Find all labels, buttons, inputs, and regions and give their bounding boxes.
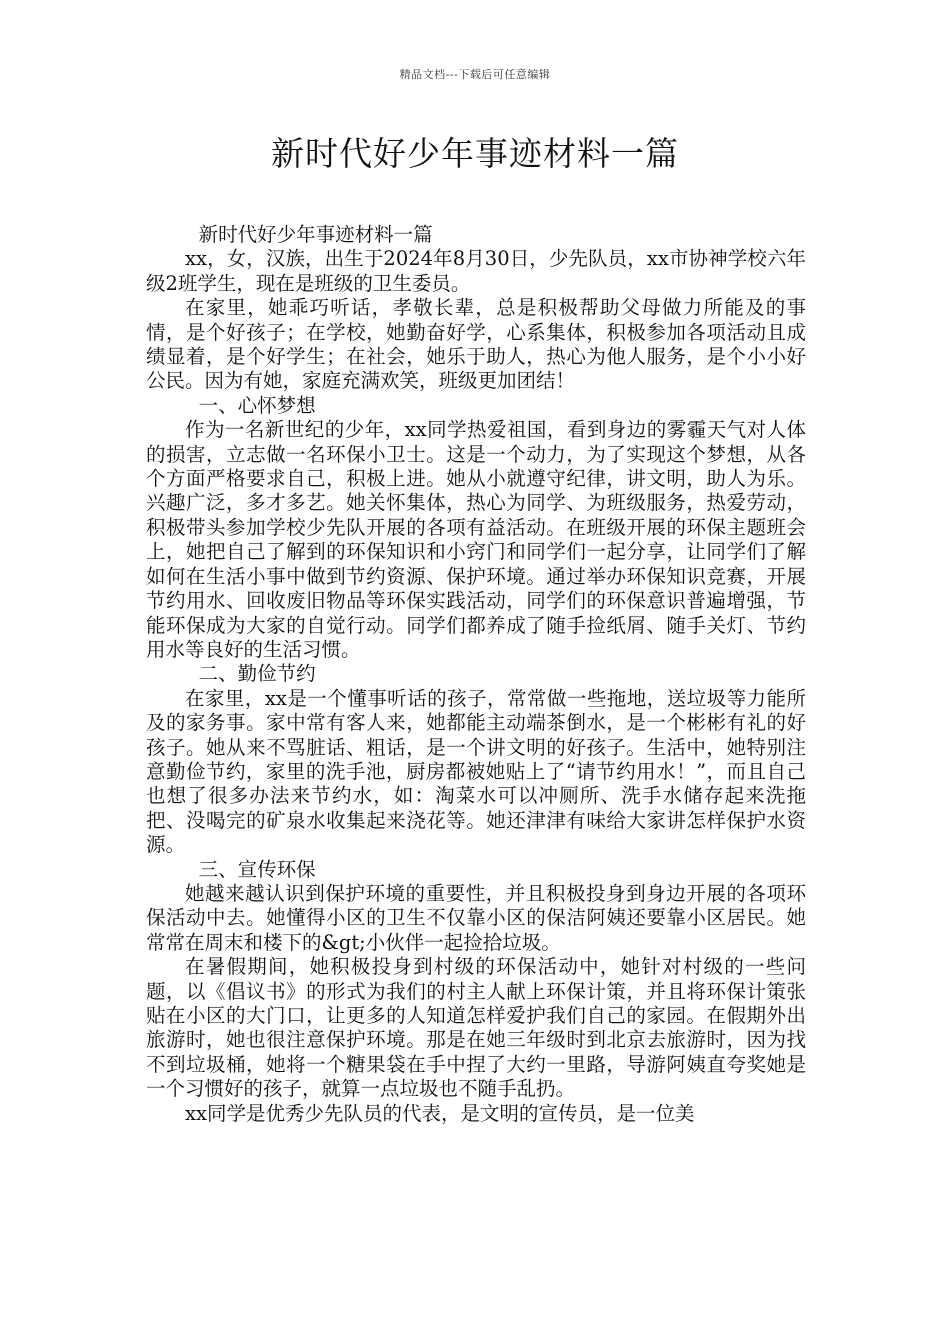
paragraph-environment-1: 她越来越认识到保护环境的重要性，并且积极投身到身边开展的各项环保活动中去。她懂得小区的卫生不仅靠小区的保洁阿姨还要靠小区居民。她常常在周末和楼下的&gt;小伙伴一起捡拾垃圾。: [146, 881, 806, 954]
section-heading-environment: 三、宣传环保: [198, 857, 316, 881]
paragraph-closing: xx同学是优秀少先队员的代表，是文明的宣传员，是一位美: [185, 1101, 695, 1125]
header-note: 精品文档---下载后可任意编辑: [399, 68, 551, 81]
body-subtitle: 新时代好少年事迹材料一篇: [198, 223, 433, 246]
paragraph-intro: xx，女，汉族，出生于2024年8月30日，少先队员，xx市协神学校六年级2班学生，现在是班级的卫生委员。: [146, 247, 806, 295]
section-heading-dream: 一、心怀梦想: [198, 393, 316, 417]
paragraph-thrift: 在家里，xx是一个懂事听话的孩子，常常做一些拖地，送垃圾等力能所及的家务事。家中常有客人来，她都能主动端茶倒水，是一个彬彬有礼的好孩子。她从来不骂脏话、粗话，是一个讲文明的好孩子。生活中，她特别注意勤俭节约，家里的洗手池，厨房都被她贴上了“请节约用水！”，而且自己也想了很多办法来节约水，如：淘菜水可以冲厕所、洗手水储存起来洗拖把、没喝完的矿泉水收集起来浇花等。她还津津有味给大家讲怎样保护水资源。: [146, 686, 806, 857]
paragraph-environment-2: 在暑假期间，她积极投身到村级的环保活动中，她针对村级的一些问题，以《倡议书》的形式为我们的村主人献上环保计策，并且将环保计策张贴在小区的大门口，让更多的人知道怎样爱护我们自己的家园。在假期外出旅游时，她也很注意保护环境。那是在她三年级时到北京去旅游时，因为找不到垃圾桶，她将一个糖果袋在手中捏了大约一里路，导游阿姨直夸奖她是一个习惯好的孩子，就算一点垃圾也不随手乱扔。: [146, 955, 806, 1101]
document-body: [146, 223, 806, 1126]
section-heading-thrift: 二、勤俭节约: [198, 662, 316, 686]
paragraph-dream: 作为一名新世纪的少年，xx同学热爱祖国，看到身边的雾霾天气对人体的损害，立志做一名环保小卫士。这是一个动力，为了实现这个梦想，从各个方面严格要求自己，积极上进。她从小就遵守纪律，讲文明，助人为乐。兴趣广泛，多才多艺。她关怀集体，热心为同学、为班级服务，热爱劳动，积极带头参加学校少先队开展的各项有益活动。在班级开展的环保主题班会上，她把自己了解到的环保知识和小窍门和同学们一起分享，让同学们了解如何在生活小事中做到节约资源、保护环境。通过举办环保知识竞赛，开展节约用水、回收废旧物品等环保实践活动，同学们的环保意识普遍增强，节能环保成为大家的自觉行动。同学们都养成了随手捡纸屑、随手关灯、节约用水等良好的生活习惯。: [146, 418, 806, 661]
paragraph-overview: 在家里，她乖巧听话，孝敬长辈，总是积极帮助父母做力所能及的事情，是个好孩子；在学校，她勤奋好学，心系集体，积极参加各项活动且成绩显着，是个好学生；在社会，她乐于助人，热心为他人服务，是个小小好公民。因为有她，家庭充满欢笑，班级更加团结！: [146, 296, 806, 393]
document-title: 新时代好少年事迹材料一篇: [271, 134, 679, 173]
